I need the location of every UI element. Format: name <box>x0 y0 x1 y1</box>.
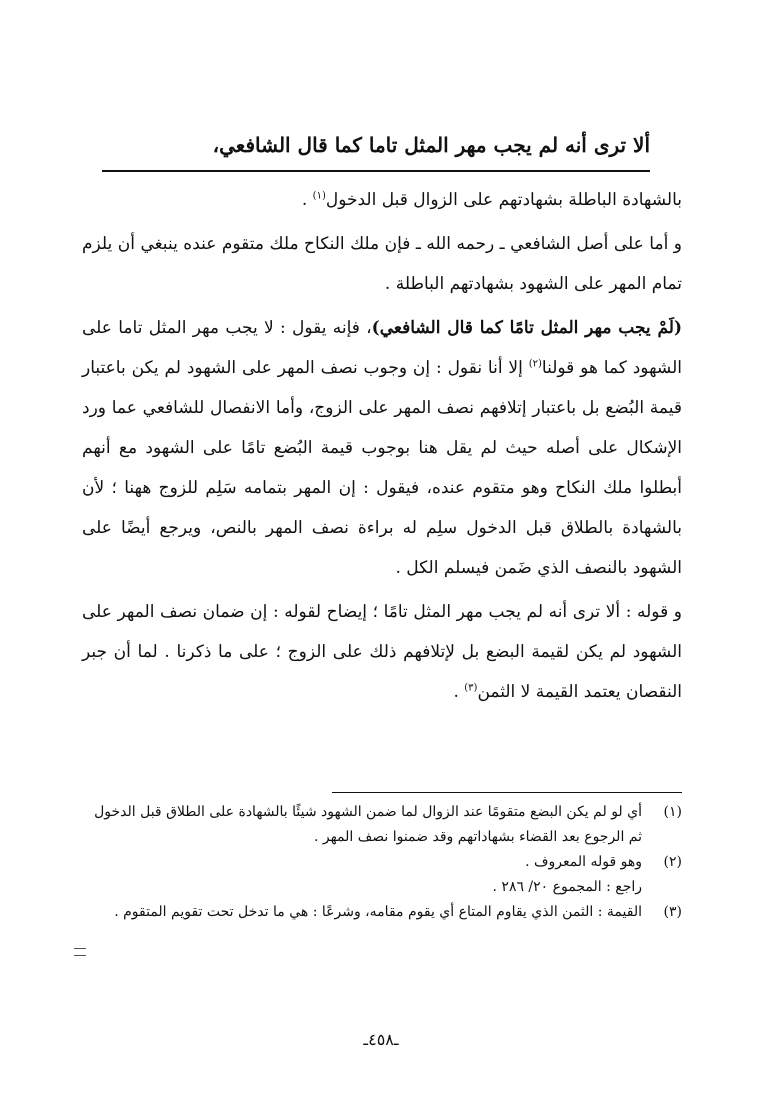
paragraph-3 <box>82 308 682 588</box>
footnote-2 <box>80 850 682 875</box>
paragraph-text: بالشهادة الباطلة بشهادتهم على الزوال قبل الدخول <box>325 190 682 210</box>
footnote-number: (٣) <box>663 904 682 920</box>
paragraph-4 <box>82 592 682 712</box>
header-divider <box>102 170 650 172</box>
footnote-ref-1[interactable]: (١) <box>312 190 326 202</box>
paragraph-text: و قوله : ألا ترى أنه لم يجب مهر المثل تامًا ؛ إيضاح لقوله : إن ضمان نصف المهر على الشهود لم يكن لقيمة البضع بل لإتلافهم ذلك على الزوج ؛ على ما ذكرنا . لما أن جبر النقصان يعتمد القيمة لا الثمن <box>82 602 682 702</box>
footnote-ref-2[interactable]: (٢) <box>528 358 542 370</box>
paragraph-text: ، فإنه يقول : لا يجب مهر المثل تاما على الشهود كما هو قولنا <box>82 318 682 378</box>
footnote-1 <box>80 800 682 850</box>
paragraph-2: و أما على أصل الشافعي ـ رحمه الله ـ فإن ملك النكاح ملك متقوم عنده ينبغي أن يلزم تمام المهر على الشهود بشهادتهم الباطلة . <box>82 234 682 294</box>
paragraph-end: . <box>301 190 313 210</box>
footnote-text: وهو قوله المعروف . <box>525 854 642 870</box>
margin-mark <box>74 948 86 956</box>
footnote-divider <box>332 792 682 793</box>
paragraph-1 <box>82 180 682 220</box>
paragraph-end: . <box>453 682 465 702</box>
footnotes <box>80 800 682 925</box>
footnote-text: راجع : المجموع ٢٠/ ٢٨٦ . <box>492 879 642 895</box>
paragraph-text: إلا أنا نقول : إن وجوب نصف المهر على الشهود لم يكن باعتبار قيمة البُضع بل باعتبار إتلافهم نصف المهر على الزوج، وأما الانفصال للشافعي عما ورد الإشكال على أصله حيث لم يقل هنا بوجوب قيمة البُضع تامًا على الشهود مع أنهم أبطلوا ملك النكاح وهو متقوم عنده، فيقول : إن المهر بتمامه سَلِم للزوج ههنا ؛ لأن بالشهادة بالطلاق قبل الدخول سلِم له براءة نصف المهر بالنص، ويرجع أيضًا على الشهود بالنصف الذي ضَمن فيسلم الكل . <box>82 358 682 578</box>
main-text <box>82 180 682 712</box>
running-header: ألا ترى أنه لم يجب مهر المثل تاما كما قال الشافعي، <box>212 133 650 157</box>
footnote-ref-3[interactable]: (٣) <box>464 682 478 694</box>
footnote-number: (٢) <box>663 854 682 870</box>
page-number: ـ٤٥٨ـ <box>363 1030 399 1049</box>
quoted-matn: (لَمْ يجب مهر المثل تامًا كما قال الشافعي) <box>371 318 682 338</box>
footnote-text: أي لو لم يكن البضع متقومًا عند الزوال لما ضمن الشهود شيئًا بالشهادة على الطلاق قبل الدخول ثم الرجوع بعد القضاء بشهاداتهم وقد ضمنوا نصف المهر . <box>94 804 642 845</box>
footnote-number: (١) <box>663 804 682 820</box>
footnote-3 <box>80 900 682 925</box>
footnote-text: القيمة : الثمن الذي يقاوم المتاع أي يقوم مقامه، وشرعًا : هي ما تدخل تحت تقويم المتقوم . <box>114 904 642 920</box>
footnote-2-reference <box>80 875 682 900</box>
